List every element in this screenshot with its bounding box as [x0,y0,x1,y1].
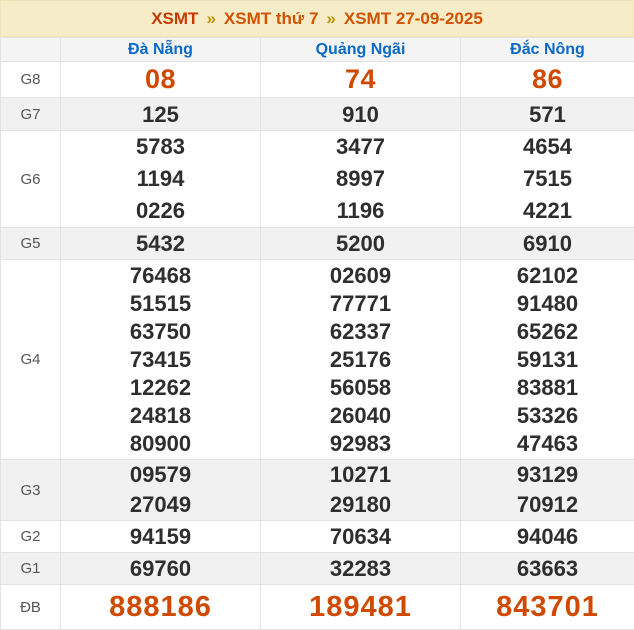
prize-cell-g8-col3 [461,62,634,98]
prize-cell-g4-col2 [261,260,461,460]
prize-cell-g2-col3 [461,521,634,553]
column-header-đắc-nông[interactable]: Đắc Nông [461,38,634,62]
breadcrumb-separator: » [206,9,215,29]
prize-cell-g3-col2 [261,460,461,521]
prize-row-g4 [1,260,634,460]
breadcrumb-link-2[interactable]: XSMT thứ 7 [224,9,318,29]
prize-cell-g6-col2 [261,131,461,228]
prize-cell-g3-col3 [461,460,634,521]
prize-number: 80900 [61,430,260,458]
prize-number: 29180 [261,490,460,520]
prize-cell-g8-col1 [61,62,261,98]
prize-label-g7: G7 [1,98,61,131]
prize-number: 125 [61,99,260,130]
prize-cell-g2-col2 [261,521,461,553]
prize-label-g2: G2 [1,521,61,553]
prize-row-g3 [1,460,634,521]
prize-cell-g3-col1 [61,460,261,521]
prize-number: 910 [261,99,460,130]
prize-number: 189481 [261,592,460,623]
prize-cell-g4-col3 [461,260,634,460]
prize-number: 6910 [461,228,634,259]
prize-cell-g2-col1 [61,521,261,553]
prize-number: 26040 [261,402,460,430]
prize-cell-g7-col1 [61,98,261,131]
prize-row-g6 [1,131,634,228]
prize-number: 94046 [461,521,634,552]
prize-number: 09579 [61,460,260,490]
prize-cell-db-col3 [461,585,634,630]
prize-number: 02609 [261,262,460,290]
prize-row-g5 [1,228,634,260]
prize-cell-g7-col2 [261,98,461,131]
column-header-row [1,38,634,62]
prize-cell-g4-col1 [61,260,261,460]
prize-row-db [1,585,634,630]
prize-number: 0226 [61,195,260,227]
prize-label-g1: G1 [1,553,61,585]
prize-cell-g6-col1 [61,131,261,228]
prize-number: 27049 [61,490,260,520]
prize-number: 4654 [461,131,634,163]
prize-cell-g5-col2 [261,228,461,260]
prize-label-g4: G4 [1,260,61,460]
prize-number: 65262 [461,318,634,346]
prize-number: 94159 [61,521,260,552]
prize-number: 63663 [461,553,634,584]
prize-label-db: ĐB [1,585,61,630]
prize-number: 8997 [261,163,460,195]
prize-number: 47463 [461,430,634,458]
prize-row-g8 [1,62,634,98]
prize-number: 10271 [261,460,460,490]
prize-number: 77771 [261,290,460,318]
prize-number: 91480 [461,290,634,318]
prize-number: 1194 [61,163,260,195]
prize-row-g1 [1,553,634,585]
prize-number: 843701 [461,592,634,623]
prize-row-g7 [1,98,634,131]
prize-number: 5783 [61,131,260,163]
prize-label-g6: G6 [1,131,61,228]
prize-number: 63750 [61,318,260,346]
prize-label-g8: G8 [1,62,61,98]
prize-number: 59131 [461,346,634,374]
prize-number: 3477 [261,131,460,163]
prize-number: 86 [461,64,634,95]
prize-cell-g8-col2 [261,62,461,98]
prize-number: 51515 [61,290,260,318]
prize-number: 69760 [61,553,260,584]
prize-number: 76468 [61,262,260,290]
lottery-results-table [0,37,634,630]
prize-cell-g1-col2 [261,553,461,585]
column-header-quảng-ngãi[interactable]: Quảng Ngãi [261,38,461,62]
prize-label-g3: G3 [1,460,61,521]
prize-number: 70634 [261,521,460,552]
breadcrumb [0,0,634,37]
prize-number: 888186 [61,592,260,623]
breadcrumb-separator: » [326,9,335,29]
prize-number: 93129 [461,460,634,490]
prize-number: 5200 [261,228,460,259]
prize-number: 62102 [461,262,634,290]
prize-number: 73415 [61,346,260,374]
prize-row-g2 [1,521,634,553]
prize-cell-g5-col1 [61,228,261,260]
prize-number: 53326 [461,402,634,430]
prize-cell-g1-col1 [61,553,261,585]
prize-number: 5432 [61,228,260,259]
prize-number: 92983 [261,430,460,458]
prize-cell-g5-col3 [461,228,634,260]
breadcrumb-link-0[interactable]: XSMT [151,9,198,29]
prize-cell-db-col2 [261,585,461,630]
prize-number: 83881 [461,374,634,402]
prize-number: 24818 [61,402,260,430]
prize-number: 08 [61,64,260,95]
prize-number: 56058 [261,374,460,402]
prize-cell-g6-col3 [461,131,634,228]
prize-number: 62337 [261,318,460,346]
prize-number: 70912 [461,490,634,520]
prize-number: 25176 [261,346,460,374]
prize-number: 4221 [461,195,634,227]
breadcrumb-link-4[interactable]: XSMT 27-09-2025 [344,9,483,29]
prize-cell-g7-col3 [461,98,634,131]
prize-number: 74 [261,64,460,95]
prize-number: 7515 [461,163,634,195]
results-body [1,62,634,630]
prize-cell-db-col1 [61,585,261,630]
prize-number: 571 [461,99,634,130]
prize-number: 12262 [61,374,260,402]
prize-number: 1196 [261,195,460,227]
column-header-đà-nẵng[interactable]: Đà Nẵng [61,38,261,62]
corner-cell [1,38,61,62]
prize-label-g5: G5 [1,228,61,260]
prize-cell-g1-col3 [461,553,634,585]
prize-number: 32283 [261,553,460,584]
